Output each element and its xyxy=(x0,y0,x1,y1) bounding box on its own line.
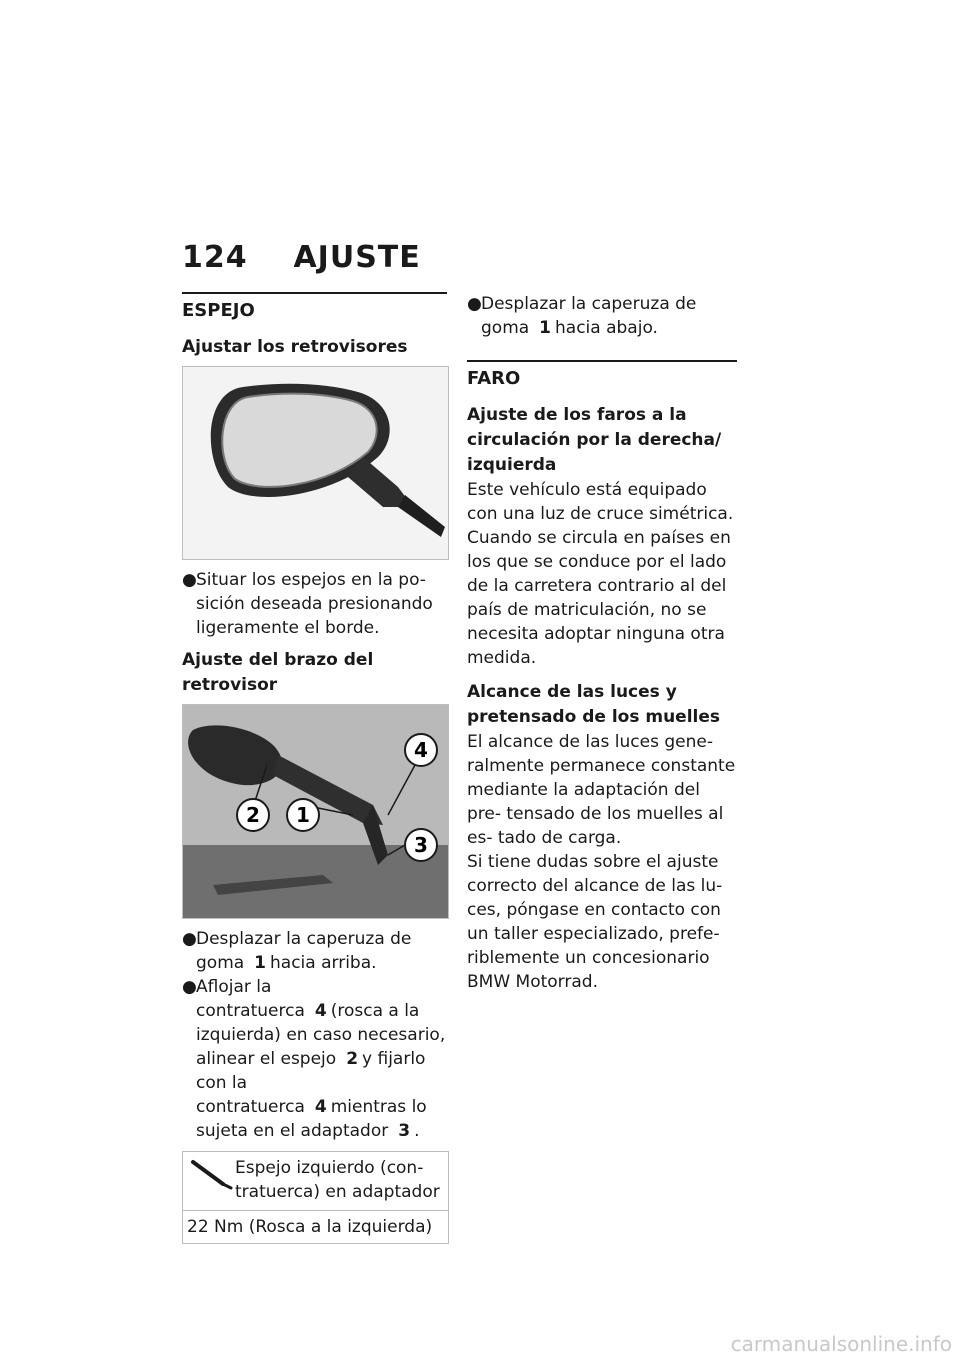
torque-wrench-icon xyxy=(187,1156,235,1192)
svg-text:2: 2 xyxy=(246,803,260,827)
bullet-icon: ● xyxy=(182,929,197,949)
svg-text:1: 1 xyxy=(296,803,310,827)
mirror-arm-figure xyxy=(182,704,449,919)
svg-text:4: 4 xyxy=(414,738,428,762)
svg-text:3: 3 xyxy=(414,833,428,857)
list-item: ● Situar los espejos en la po- sición deseada presionando ligeramente el borde. xyxy=(182,570,433,638)
paragraph-luz-cruce: Este vehículo está equipado con una luz de cruce simétrica. Cuando se circula en países en los que se conduce por el lado de la carretera contrario al del país de matriculación, no se necesita adoptar ninguna otra medida. xyxy=(467,480,734,668)
watermark: carmanualsonline.info xyxy=(730,1332,952,1356)
section-title-espejo: ESPEJO xyxy=(182,300,255,321)
bullet-icon: ● xyxy=(182,977,197,997)
callout-3 xyxy=(405,829,437,861)
section-divider xyxy=(467,360,737,362)
ref-number: 4 xyxy=(314,1097,327,1117)
page-title: AJUSTE xyxy=(293,240,421,275)
mirror-figure xyxy=(182,366,449,560)
callout-2 xyxy=(237,799,269,831)
torque-spec-value: 22 Nm (Rosca a la izquierda) xyxy=(187,1217,433,1237)
ref-number: 3 xyxy=(398,1121,411,1141)
ref-number: 2 xyxy=(346,1049,359,1069)
section-title-faro: FARO xyxy=(467,368,521,389)
section-divider xyxy=(182,292,447,294)
steps-list-3 xyxy=(467,292,737,340)
ref-number: 1 xyxy=(539,318,552,338)
subheading-ajuste-faros: Ajuste de los faros a la circulación por la derecha/ izquierda xyxy=(467,405,722,475)
subheading-ajustar-retrovisores: Ajustar los retrovisores xyxy=(182,337,408,357)
torque-spec-header xyxy=(183,1152,448,1211)
bullet-icon: ● xyxy=(182,570,197,590)
callout-4 xyxy=(405,734,437,766)
callout-1 xyxy=(287,799,319,831)
torque-spec-box xyxy=(182,1151,449,1244)
list-item: ● Aflojar la contratuerca 4 (rosca a la izquierda) en caso necesario, alinear el espejo 2 y fijarlo con la contratuerca 4 mientras lo sujeta en el adaptador 3 . xyxy=(182,977,446,1141)
list-item: ● Desplazar la caperuza de goma 1 hacia arriba. xyxy=(182,929,412,973)
page-header xyxy=(182,240,421,275)
mirror-illustration xyxy=(183,367,448,559)
steps-list-2 xyxy=(182,927,447,1143)
ref-number: 4 xyxy=(314,1001,327,1021)
paragraph-dudas: Si tiene dudas sobre el ajuste correcto del alcance de las lu- ces, póngase en contacto con un taller especializado, prefe- riblemente un concesionario BMW Motorrad. xyxy=(467,852,723,992)
subheading-ajuste-brazo: Ajuste del brazo del retrovisor xyxy=(182,650,374,695)
subheading-alcance-luces: Alcance de las luces y pretensado de los muelles xyxy=(467,682,721,727)
page-number: 124 xyxy=(182,240,248,275)
mirror-arm-illustration xyxy=(183,705,448,918)
right-column xyxy=(467,292,737,994)
ref-number: 1 xyxy=(254,953,267,973)
torque-spec-label: Espejo izquierdo (con- tratuerca) en adaptador xyxy=(235,1158,440,1202)
steps-list-1 xyxy=(182,568,447,640)
list-item: ● Desplazar la caperuza de goma 1 hacia abajo. xyxy=(467,294,697,338)
paragraph-alcance: El alcance de las luces gene- ralmente permanece constante mediante la adaptación del pre- tensado de los muelles al es- tado de carga. xyxy=(467,732,736,848)
left-column xyxy=(182,292,447,1244)
bullet-icon: ● xyxy=(467,294,482,314)
